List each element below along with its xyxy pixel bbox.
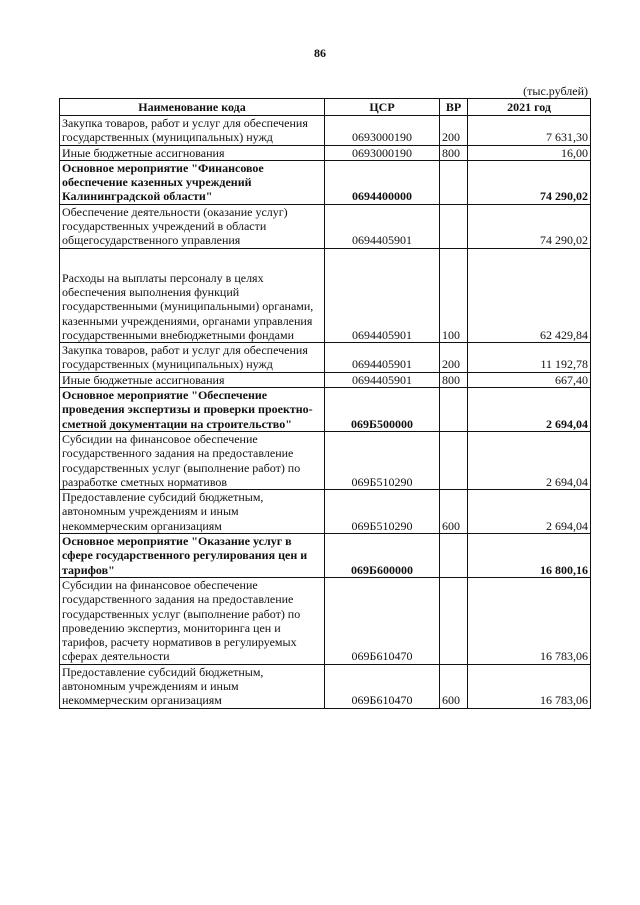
column-header-csr: ЦСР [325,99,440,116]
row-vr [440,431,468,489]
table-row [60,116,591,146]
budget-table [59,98,591,709]
row-amount: 16,00 [468,145,591,160]
table-body [60,116,591,709]
row-amount: 16 783,06 [468,577,591,664]
table-row [60,372,591,387]
table-row [60,534,591,578]
row-vr: 200 [440,343,468,373]
row-amount: 16 800,16 [468,534,591,578]
table-row [60,577,591,664]
row-csr: 0694405901 [325,372,440,387]
row-amount: 16 783,06 [468,664,591,708]
row-name: Основное мероприятие "Финансовое обеспечение казенных учреждений Калининградской области" [60,160,325,204]
page-number: 86 [314,46,326,60]
table-row [60,490,591,534]
table-row [60,204,591,248]
row-vr: 100 [440,248,468,342]
table-row [60,388,591,432]
row-vr [440,534,468,578]
row-csr: 0693000190 [325,145,440,160]
row-csr: 0694400000 [325,160,440,204]
row-amount: 74 290,02 [468,160,591,204]
row-csr: 0694405901 [325,248,440,342]
row-csr: 069Б510290 [325,431,440,489]
row-amount: 7 631,30 [468,116,591,146]
row-name: Предоставление субсидий бюджетным, автономным учреждениям и иным некоммерческим организациям [60,664,325,708]
row-amount: 2 694,04 [468,431,591,489]
row-csr: 0694405901 [325,204,440,248]
row-csr: 0693000190 [325,116,440,146]
row-amount: 11 192,78 [468,343,591,373]
column-header-name: Наименование кода [60,99,325,116]
row-vr: 200 [440,116,468,146]
units-label: (тыс.рублей) [523,84,588,98]
row-name: Закупка товаров, работ и услуг для обеспечения государственных (муниципальных) нужд [60,343,325,373]
row-amount: 667,40 [468,372,591,387]
row-amount: 2 694,04 [468,388,591,432]
table-row [60,145,591,160]
table-row [60,248,591,342]
row-csr: 069Б610470 [325,577,440,664]
row-csr: 069Б510290 [325,490,440,534]
row-name: Основное мероприятие "Обеспечение проведения экспертизы и проверки проектно-сметной документации на строительство" [60,388,325,432]
row-csr: 069Б600000 [325,534,440,578]
row-name: Субсидии на финансовое обеспечение государственного задания на предоставление государственных услуг (выполнение работ) по проведению экспертиз, мониторинга цен и тарифов, расчету нормативов в регулируемых сферах деятельности [60,577,325,664]
row-vr: 800 [440,372,468,387]
row-csr: 069Б610470 [325,664,440,708]
row-name: Обеспечение деятельности (оказание услуг) государственных учреждений в области общегосударственного управления [60,204,325,248]
row-name: Иные бюджетные ассигнования [60,372,325,387]
table-row [60,664,591,708]
row-csr: 0694405901 [325,343,440,373]
row-name: Расходы на выплаты персоналу в целях обеспечения выполнения функций государственными (муниципальными) органами, казенными учреждениями, органами управления государственными внебюджетными фондами [60,248,325,342]
row-name: Закупка товаров, работ и услуг для обеспечения государственных (муниципальных) нужд [60,116,325,146]
row-amount: 74 290,02 [468,204,591,248]
table-row [60,431,591,489]
column-header-year: 2021 год [468,99,591,116]
row-vr: 600 [440,490,468,534]
row-amount: 62 429,84 [468,248,591,342]
row-vr [440,160,468,204]
row-csr: 069Б500000 [325,388,440,432]
row-amount: 2 694,04 [468,490,591,534]
row-vr [440,577,468,664]
row-name: Иные бюджетные ассигнования [60,145,325,160]
row-vr [440,388,468,432]
table-row [60,160,591,204]
row-name: Основное мероприятие "Оказание услуг в сфере государственного регулирования цен и тарифов" [60,534,325,578]
row-vr: 800 [440,145,468,160]
row-name: Предоставление субсидий бюджетным, автономным учреждениям и иным некоммерческим организациям [60,490,325,534]
column-header-vr: ВР [440,99,468,116]
table-row [60,343,591,373]
row-vr [440,204,468,248]
row-vr: 600 [440,664,468,708]
table-header-row [60,99,591,116]
row-name: Субсидии на финансовое обеспечение государственного задания на предоставление государственных услуг (выполнение работ) по разработке сметных нормативов [60,431,325,489]
